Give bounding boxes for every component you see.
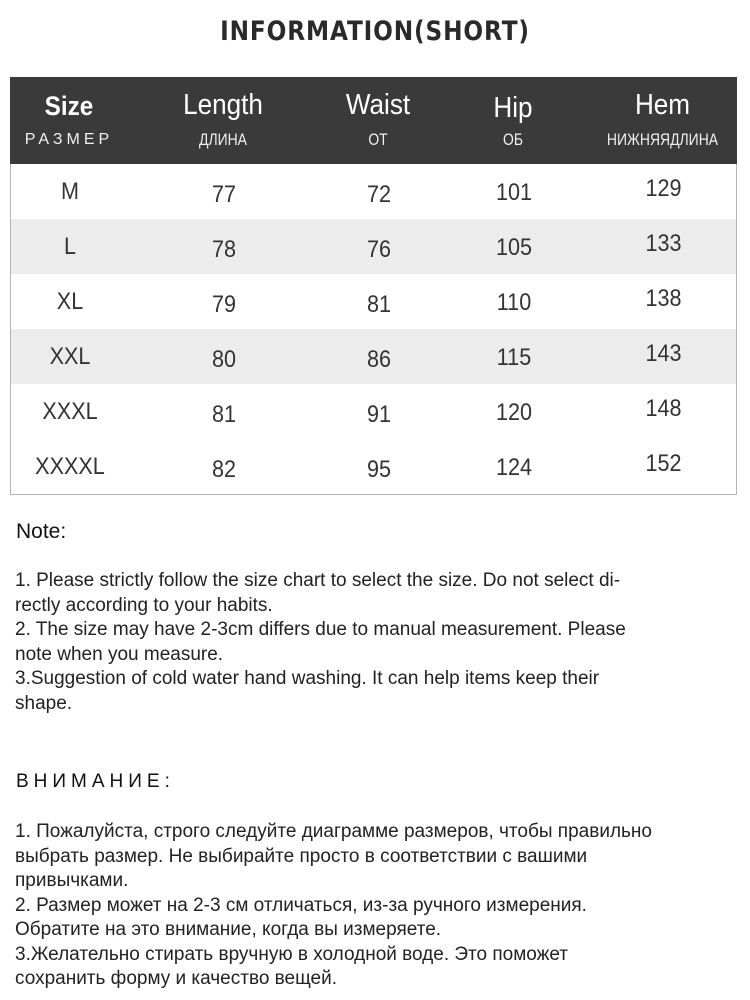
vnimanie-line: 3.Желательно стирать вручную в холодной воде. Это поможет: [15, 943, 569, 965]
note-line: rectly according to your habits.: [15, 594, 273, 616]
header-label-en: Hip: [493, 92, 533, 124]
header-label-ru: ДЛИНА: [199, 130, 247, 149]
header-hip: [438, 77, 588, 164]
vnimanie-line: привычками.: [15, 870, 129, 891]
header-label-en: Size: [44, 91, 94, 121]
note-line: shape.: [15, 692, 73, 714]
cell-length: 81: [211, 400, 237, 428]
table-row: [11, 439, 736, 494]
note-line: 1. Please strictly follow the size chart to select the size. Do not select di-: [15, 570, 621, 591]
cell-waist: 95: [366, 455, 392, 483]
cell-hip: 115: [496, 343, 532, 371]
table-row: [11, 274, 736, 329]
cell-length: 82: [211, 455, 237, 483]
header-label-en: Waist: [345, 89, 411, 121]
vnimanie-line: сохранить форму и качество вещей.: [15, 968, 337, 989]
table-row: [11, 164, 736, 219]
cell-size: XXXL: [42, 397, 98, 425]
note-line: note when you measure.: [15, 643, 224, 665]
note-text: [15, 569, 735, 716]
vnimanie-line: 2. Размер может на 2-3 см отличаться, из-за ручного измерения.: [15, 894, 587, 916]
header-hem: [588, 77, 737, 164]
cell-size: XXXXL: [35, 452, 105, 480]
cell-hip: 105: [495, 233, 533, 261]
cell-hem: 152: [645, 449, 682, 477]
note-heading: Note:: [16, 520, 67, 543]
vnimanie-heading: ВНИМАНИЕ:: [16, 771, 175, 792]
cell-size: M: [61, 177, 79, 205]
cell-length: 77: [211, 180, 237, 208]
header-length: [128, 77, 318, 164]
table-header: [10, 77, 737, 164]
cell-hip: 124: [495, 453, 533, 481]
cell-hem: 143: [645, 339, 682, 367]
cell-length: 78: [211, 235, 237, 263]
header-label-ru: НИЖНЯЯДЛИНА: [606, 130, 719, 149]
cell-size: XXL: [49, 342, 91, 370]
header-label-ru: ОТ: [368, 130, 388, 149]
note-line: 2. The size may have 2-3cm differs due to manual measurement. Please: [15, 619, 626, 640]
table-row: [11, 329, 736, 384]
cell-waist: 76: [366, 235, 392, 263]
note-line: 3.Suggestion of cold water hand washing. It can help items keep their: [15, 668, 600, 689]
header-size: [10, 77, 128, 164]
cell-waist: 72: [366, 180, 392, 208]
cell-hip: 120: [495, 398, 533, 426]
cell-waist: 86: [366, 345, 392, 373]
size-table: [10, 77, 737, 495]
cell-hem: 129: [645, 174, 682, 202]
vnimanie-line: 1. Пожалуйста, строго следуйте диаграмме размеров, чтобы правильно: [15, 821, 652, 842]
vnimanie-line: выбрать размер. Не выбирайте просто в соответствии с вашими: [15, 845, 588, 867]
cell-size: L: [63, 232, 77, 260]
vnimanie-line: Обратите на это внимание, когда вы измеряете.: [15, 919, 442, 940]
header-waist: [318, 77, 438, 164]
cell-hip: 110: [496, 288, 532, 316]
cell-waist: 91: [366, 400, 392, 428]
table-row: [11, 219, 736, 274]
cell-hem: 148: [645, 394, 682, 422]
cell-size: XL: [56, 287, 84, 315]
table-row: [11, 384, 736, 439]
header-label-ru: ОБ: [502, 130, 523, 149]
cell-length: 80: [211, 345, 237, 373]
cell-waist: 81: [366, 290, 392, 318]
cell-hem: 138: [645, 284, 682, 312]
header-label-en: Length: [183, 89, 263, 121]
page-title: INFORMATION(SHORT): [220, 16, 530, 47]
cell-hip: 101: [495, 178, 533, 206]
vnimanie-text: [15, 820, 735, 992]
header-label-ru: РАЗМЕР: [24, 131, 114, 148]
cell-hem: 133: [645, 229, 682, 257]
header-label-en: Hem: [634, 89, 691, 121]
cell-length: 79: [211, 290, 237, 318]
